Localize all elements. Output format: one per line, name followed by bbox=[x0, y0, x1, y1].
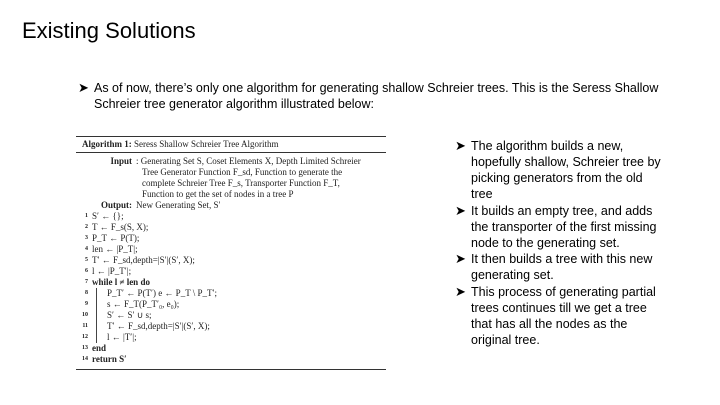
algorithm-output: Output: New Generating Set, S′ bbox=[100, 200, 221, 210]
algorithm-line: 9 s ← F_T(P_T′₀, e₀); bbox=[76, 299, 386, 310]
arrow-bullet-icon: ➤ bbox=[78, 80, 89, 95]
algorithm-line: 3 P_T ← P(T); bbox=[85, 233, 140, 243]
arrow-bullet-icon: ➤ bbox=[455, 251, 466, 266]
algorithm-line: 14 return S′ bbox=[82, 354, 127, 364]
algorithm-line: 12 l ← |T′|; bbox=[76, 332, 386, 343]
algorithm-line: 13 end bbox=[82, 343, 107, 353]
algorithm-line: 7 while l ≠ len do bbox=[85, 277, 150, 287]
algorithm-line: 5 T′ ← F_sd,depth=|S′|(S′, X); bbox=[85, 255, 195, 265]
arrow-bullet-icon: ➤ bbox=[455, 138, 466, 153]
right-bullet: ➤ It then builds a tree with this new generating set. bbox=[455, 251, 653, 282]
algorithm-line: 11 T′ ← F_sd,depth=|S′|(S′, X); bbox=[76, 321, 386, 332]
algorithm-line: 4 len ← |P_T|; bbox=[85, 244, 138, 254]
right-bullet: ➤ The algorithm builds a new, hopefully shallow, Schreier tree by picking generators from the old tree bbox=[455, 138, 661, 201]
algorithm-figure bbox=[76, 136, 386, 370]
algorithm-line: 10 S′ ← S′ ∪ s; bbox=[76, 310, 386, 321]
algorithm-line: 8 P_T′ ← P(T′) e ← P_T \ P_T′; bbox=[76, 288, 386, 299]
algorithm-line: 2 T ← F_s(S, X); bbox=[85, 222, 149, 232]
algorithm-line: 1 S′ ← {}; bbox=[85, 211, 124, 221]
algorithm-heading: Algorithm 1: Seress Shallow Schreier Tree Algorithm bbox=[82, 139, 279, 149]
intro-text: As of now, there’s only one algorithm for generating shallow Schreier trees. This is the Seress Shallow Schreier tree generator algorithm illustrated below: bbox=[94, 81, 659, 111]
right-bullet: ➤ It builds an empty tree, and adds the transporter of the first missing node to the generating set. bbox=[455, 203, 657, 250]
algorithm-input: Input : Generating Set S, Coset Elements X, Depth Limited Schreier Tree Generator Function F_sd, Function to generate the complete Schreier Tree F_s, Transporter Function F_T, Function to get the set of nodes in a tree P bbox=[110, 156, 361, 199]
arrow-bullet-icon: ➤ bbox=[455, 284, 466, 299]
intro-bullet bbox=[78, 80, 678, 112]
right-bullet: ➤ This process of generating partial trees continues till we get a tree that has all the nodes as the original tree. bbox=[455, 284, 656, 347]
algorithm-line: 6 l ← |P_T′|; bbox=[85, 266, 132, 276]
arrow-bullet-icon: ➤ bbox=[455, 203, 466, 218]
slide-title: Existing Solutions bbox=[22, 18, 196, 43]
